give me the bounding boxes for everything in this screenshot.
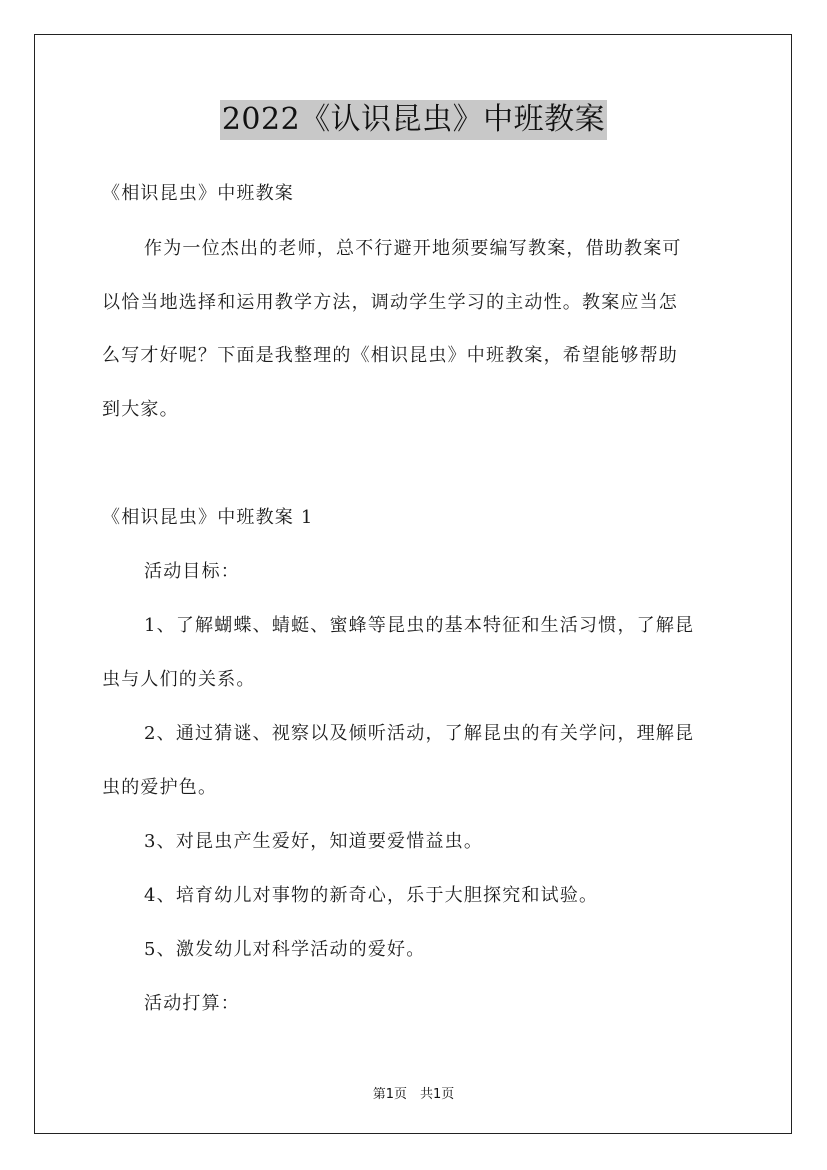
goals-label: 活动目标： [144, 561, 240, 582]
document-title: 2022《认识昆虫》中班教案 [220, 100, 607, 140]
goal-line-4: 虫的爱护色。 [102, 777, 218, 798]
intro-line-4: 到大家。 [102, 399, 179, 420]
goal-line-6: 4、培育幼儿对事物的新奇心，乐于大胆探究和试验。 [144, 885, 599, 906]
intro-line-3: 么写才好呢？下面是我整理的《相识昆虫》中班教案，希望能够帮助 [102, 345, 678, 366]
goal-line-5: 3、对昆虫产生爱好，知道要爱惜益虫。 [144, 831, 484, 852]
document-subtitle: 《相识昆虫》中班教案 [102, 183, 294, 204]
page-footer: 第1页 共1页 [372, 1087, 455, 1102]
title-container [0, 100, 827, 140]
intro-line-1: 作为一位杰出的老师，总不行避开地须要编写教案，借助教案可 [144, 238, 682, 259]
intro-line-2: 以恰当地选择和运用教学方法，调动学生学习的主动性。教案应当怎 [102, 292, 678, 313]
section-heading: 《相识昆虫》中班教案 1 [102, 507, 314, 528]
goal-line-2: 虫与人们的关系。 [102, 669, 256, 690]
goal-line-7: 5、激发幼儿对科学活动的爱好。 [144, 939, 426, 960]
prep-label: 活动打算： [144, 993, 240, 1014]
goal-line-1: 1、了解蝴蝶、蜻蜓、蜜蜂等昆虫的基本特征和生活习惯，了解昆 [144, 615, 695, 636]
goal-line-3: 2、通过猜谜、视察以及倾听活动，了解昆虫的有关学问，理解昆 [144, 723, 695, 744]
